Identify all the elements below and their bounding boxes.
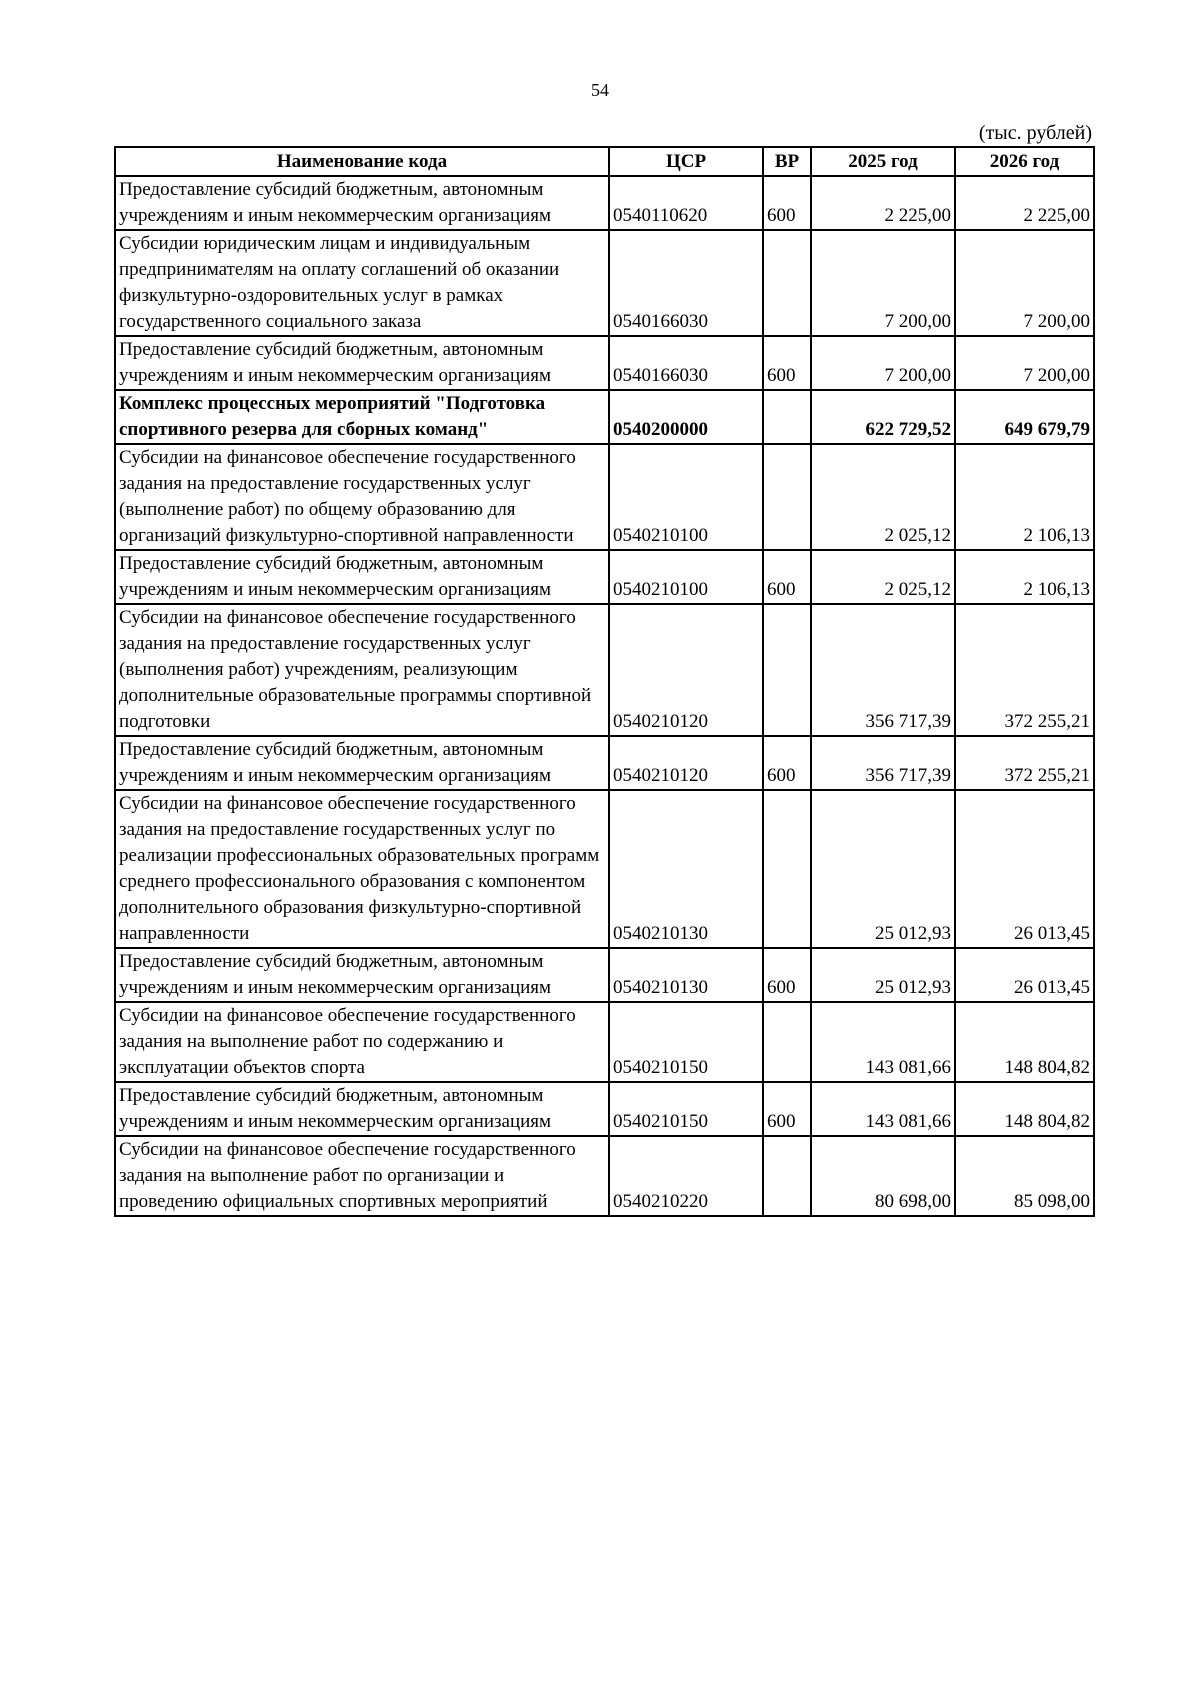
row-2025-cell: 80 698,00 — [811, 1136, 955, 1216]
row-2026-cell: 2 225,00 — [955, 176, 1094, 230]
row-2025-cell: 356 717,39 — [811, 736, 955, 790]
table-row — [115, 550, 1094, 604]
table-row — [115, 604, 1094, 736]
row-vr-cell: 600 — [763, 550, 811, 604]
row-csr-cell: 0540210220 — [609, 1136, 763, 1216]
table-row — [115, 1002, 1094, 1082]
table-body — [115, 176, 1094, 1216]
table-row — [115, 1136, 1094, 1216]
table-row — [115, 444, 1094, 550]
row-2026-cell: 2 106,13 — [955, 550, 1094, 604]
row-name-cell: Комплекс процессных мероприятий "Подготовка спортивного резерва для сборных команд" — [115, 390, 609, 444]
row-name-cell: Предоставление субсидий бюджетным, автономным учреждениям и иным некоммерческим организациям — [115, 948, 609, 1002]
page-number: 54 — [591, 80, 609, 100]
row-csr-cell: 0540210120 — [609, 736, 763, 790]
row-2025-cell: 143 081,66 — [811, 1002, 955, 1082]
row-2025-cell: 25 012,93 — [811, 948, 955, 1002]
header-csr: ЦСР — [609, 147, 763, 176]
row-2025-cell: 143 081,66 — [811, 1082, 955, 1136]
row-vr-cell — [763, 444, 811, 550]
row-2025-cell: 7 200,00 — [811, 336, 955, 390]
row-vr-cell: 600 — [763, 1082, 811, 1136]
row-name-cell: Субсидии на финансовое обеспечение государственного задания на предоставление государственных услуг (выполнения работ) учреждениям, реализующим дополнительные образовательные программы спортивной подготовки — [115, 604, 609, 736]
row-name-cell: Предоставление субсидий бюджетным, автономным учреждениям и иным некоммерческим организациям — [115, 550, 609, 604]
header-2026: 2026 год — [955, 147, 1094, 176]
row-2025-cell: 2 025,12 — [811, 550, 955, 604]
table-row — [115, 230, 1094, 336]
row-vr-cell — [763, 790, 811, 948]
row-2025-cell: 356 717,39 — [811, 604, 955, 736]
row-vr-cell — [763, 390, 811, 444]
table-header-row — [115, 147, 1094, 176]
table-row — [115, 736, 1094, 790]
header-vr: ВР — [763, 147, 811, 176]
row-2026-cell: 7 200,00 — [955, 230, 1094, 336]
table-row — [115, 176, 1094, 230]
row-vr-cell: 600 — [763, 176, 811, 230]
row-2026-cell: 85 098,00 — [955, 1136, 1094, 1216]
row-csr-cell: 0540210100 — [609, 550, 763, 604]
row-2026-cell: 26 013,45 — [955, 790, 1094, 948]
row-2025-cell: 622 729,52 — [811, 390, 955, 444]
row-2026-cell: 372 255,21 — [955, 736, 1094, 790]
row-vr-cell — [763, 1136, 811, 1216]
row-csr-cell: 0540166030 — [609, 336, 763, 390]
row-vr-cell — [763, 1002, 811, 1082]
row-2026-cell: 148 804,82 — [955, 1002, 1094, 1082]
row-name-cell: Субсидии юридическим лицам и индивидуальным предпринимателям на оплату соглашений об оказании физкультурно-оздоровительных услуг в рамках государственного социального заказа — [115, 230, 609, 336]
row-2025-cell: 25 012,93 — [811, 790, 955, 948]
row-csr-cell: 0540166030 — [609, 230, 763, 336]
row-2026-cell: 2 106,13 — [955, 444, 1094, 550]
row-2026-cell: 372 255,21 — [955, 604, 1094, 736]
row-2025-cell: 2 025,12 — [811, 444, 955, 550]
table-row — [115, 948, 1094, 1002]
row-name-cell: Субсидии на финансовое обеспечение государственного задания на выполнение работ по содержанию и эксплуатации объектов спорта — [115, 1002, 609, 1082]
row-csr-cell: 0540110620 — [609, 176, 763, 230]
row-csr-cell: 0540210100 — [609, 444, 763, 550]
row-vr-cell: 600 — [763, 336, 811, 390]
row-csr-cell: 0540210130 — [609, 948, 763, 1002]
row-name-cell: Субсидии на финансовое обеспечение государственного задания на выполнение работ по организации и проведению официальных спортивных мероприятий — [115, 1136, 609, 1216]
row-2026-cell: 7 200,00 — [955, 336, 1094, 390]
row-2026-cell: 148 804,82 — [955, 1082, 1094, 1136]
row-vr-cell: 600 — [763, 948, 811, 1002]
row-vr-cell — [763, 604, 811, 736]
table-row — [115, 390, 1094, 444]
units-label: (тыс. рублей) — [978, 122, 1092, 144]
header-name: Наименование кода — [115, 147, 609, 176]
row-vr-cell: 600 — [763, 736, 811, 790]
table-row — [115, 1082, 1094, 1136]
row-csr-cell: 0540210150 — [609, 1082, 763, 1136]
table-row — [115, 790, 1094, 948]
row-name-cell: Предоставление субсидий бюджетным, автономным учреждениям и иным некоммерческим организациям — [115, 176, 609, 230]
row-2025-cell: 2 225,00 — [811, 176, 955, 230]
row-2026-cell: 649 679,79 — [955, 390, 1094, 444]
row-name-cell: Субсидии на финансовое обеспечение государственного задания на предоставление государственных услуг по реализации профессиональных образовательных программ среднего профессионального образования с компонентом дополнительного образования физкультурно-спортивной направленности — [115, 790, 609, 948]
row-name-cell: Предоставление субсидий бюджетным, автономным учреждениям и иным некоммерческим организациям — [115, 736, 609, 790]
row-csr-cell: 0540210150 — [609, 1002, 763, 1082]
budget-table — [114, 146, 1095, 1217]
row-csr-cell: 0540210130 — [609, 790, 763, 948]
row-name-cell: Предоставление субсидий бюджетным, автономным учреждениям и иным некоммерческим организациям — [115, 336, 609, 390]
row-csr-cell: 0540200000 — [609, 390, 763, 444]
row-2026-cell: 26 013,45 — [955, 948, 1094, 1002]
row-csr-cell: 0540210120 — [609, 604, 763, 736]
row-vr-cell — [763, 230, 811, 336]
row-name-cell: Субсидии на финансовое обеспечение государственного задания на предоставление государственных услуг (выполнение работ) по общему образованию для организаций физкультурно-спортивной направленности — [115, 444, 609, 550]
row-2025-cell: 7 200,00 — [811, 230, 955, 336]
row-name-cell: Предоставление субсидий бюджетным, автономным учреждениям и иным некоммерческим организациям — [115, 1082, 609, 1136]
header-2025: 2025 год — [811, 147, 955, 176]
table-row — [115, 336, 1094, 390]
